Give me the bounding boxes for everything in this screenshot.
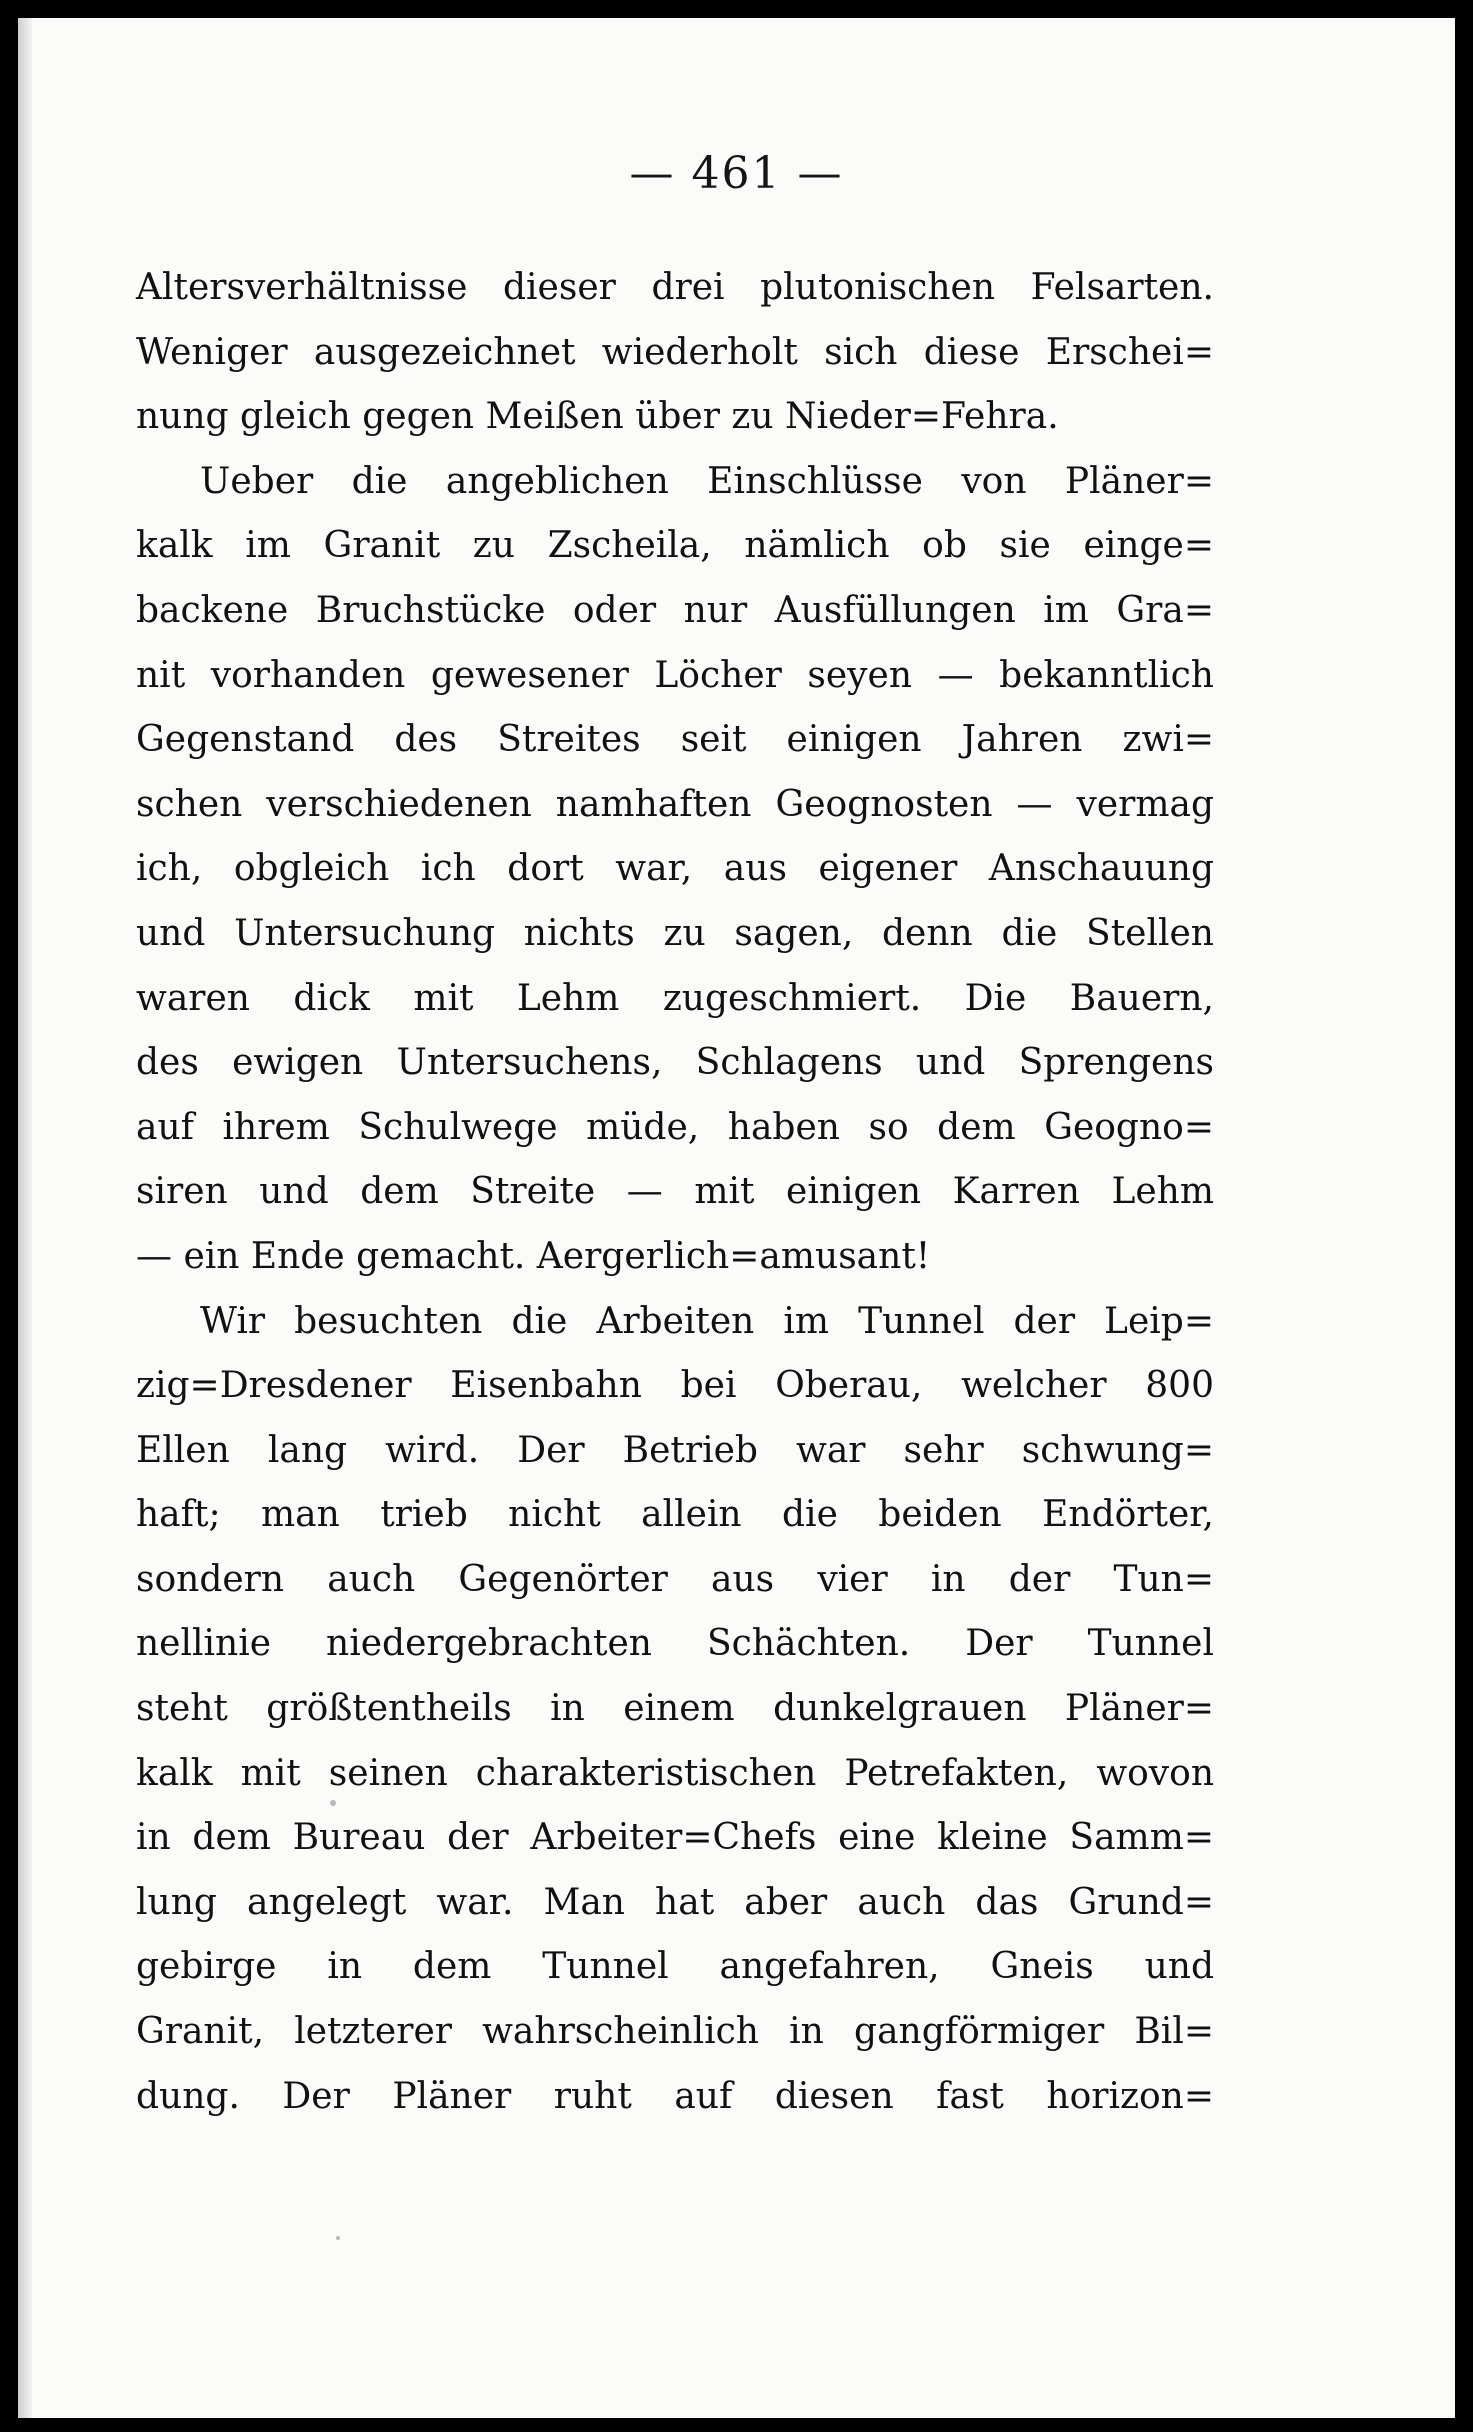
body-text — [136, 256, 1214, 2129]
text-line: Wir besuchten die Arbeiten im Tunnel der Leip= — [200, 1300, 1214, 1342]
text-line: in dem Bureau der Arbeiter=Chefs eine kleine Samm= — [136, 1817, 1214, 1859]
text-line: schen verschiedenen namhaften Geognosten — vermag — [136, 783, 1214, 825]
book-page — [18, 18, 1455, 2418]
text-line: dung. Der Pläner ruht auf diesen fast horizon= — [136, 2075, 1214, 2117]
text-line: sondern auch Gegenörter aus vier in der Tun= — [136, 1558, 1214, 1600]
text-line: Altersverhältnisse dieser drei plutonischen Felsarten. — [136, 267, 1214, 308]
text-line: Gegenstand des Streites seit einigen Jahren zwi= — [136, 719, 1214, 761]
text-line: nellinie niedergebrachten Schächten. Der Tunnel — [136, 1623, 1214, 1665]
text-line: kalk im Granit zu Zscheila, nämlich ob sie einge= — [136, 525, 1214, 567]
text-line: ich, obgleich ich dort war, aus eigener Anschauung — [136, 848, 1214, 890]
binding-edge — [18, 18, 32, 2418]
text-line: auf ihrem Schulwege müde, haben so dem Geogno= — [136, 1106, 1214, 1148]
text-line: gebirge in dem Tunnel angefahren, Gneis und — [136, 1946, 1214, 1988]
text-line: Weniger ausgezeichnet wiederholt sich diese Erschei= — [136, 331, 1214, 373]
text-line: Ellen lang wird. Der Betrieb war sehr schwung= — [136, 1429, 1214, 1471]
text-line: siren und dem Streite — mit einigen Karren Lehm — [136, 1171, 1214, 1213]
text-line: nit vorhanden gewesener Löcher seyen — bekanntlich — [136, 654, 1214, 696]
text-line: und Untersuchung nichts zu sagen, denn die Stellen — [136, 912, 1214, 954]
page-number-header: — 461 — — [629, 148, 844, 199]
text-line: des ewigen Untersuchens, Schlagens und Sprengens — [136, 1042, 1214, 1084]
text-line: steht größtentheils in einem dunkelgrauen Pläner= — [136, 1688, 1214, 1730]
paper-speck — [336, 2236, 340, 2240]
text-line: Granit, letzterer wahrscheinlich in gangförmiger Bil= — [136, 2011, 1214, 2053]
text-line: waren dick mit Lehm zugeschmiert. Die Bauern, — [136, 977, 1214, 1019]
text-line: backene Bruchstücke oder nur Ausfüllungen im Gra= — [136, 589, 1214, 631]
text-line: zig=Dresdener Eisenbahn bei Oberau, welcher 800 — [136, 1365, 1214, 1407]
text-line: Ueber die angeblichen Einschlüsse von Pläner= — [200, 460, 1214, 502]
text-line: haft; man trieb nicht allein die beiden Endörter, — [136, 1494, 1214, 1536]
text-line: nung gleich gegen Meißen über zu Nieder=Fehra. — [136, 396, 1059, 438]
text-line: lung angelegt war. Man hat aber auch das Grund= — [136, 1881, 1214, 1923]
text-line: — ein Ende gemacht. Aergerlich=amusant! — [136, 1235, 931, 1277]
text-line: kalk mit seinen charakteristischen Petrefakten, wovon — [136, 1752, 1214, 1794]
